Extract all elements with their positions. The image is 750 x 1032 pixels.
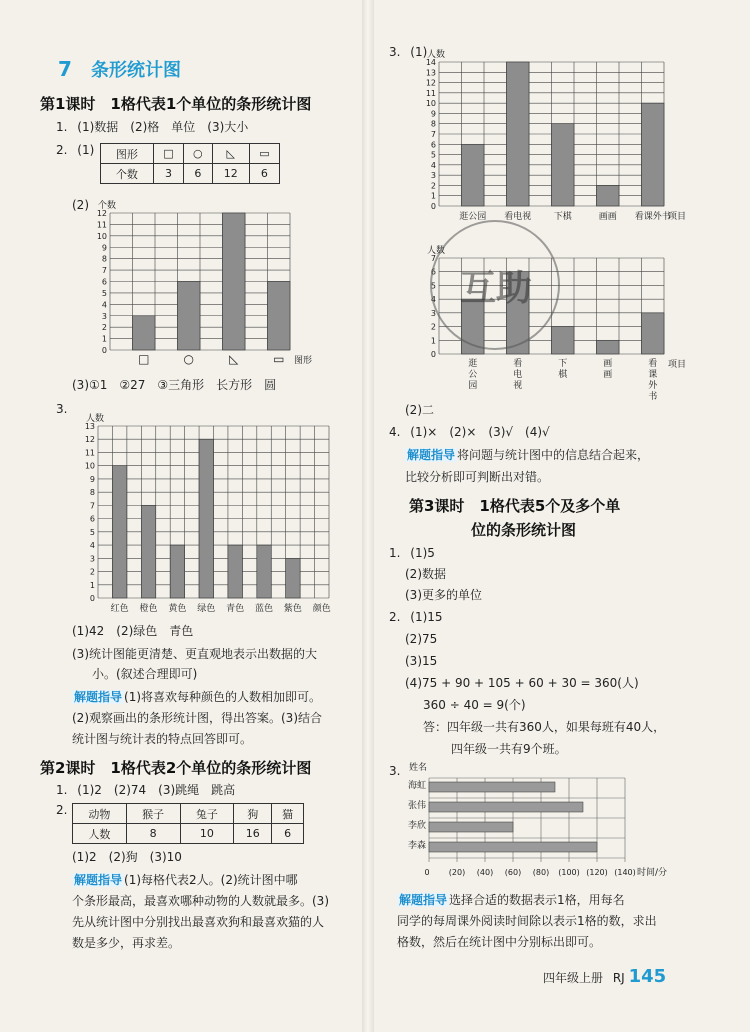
y-tick-label: 11 [96, 220, 107, 230]
y-tick-label: 9 [430, 109, 436, 119]
bar [429, 842, 597, 852]
l3q3-tip-tag: 解题指导 [399, 893, 448, 907]
x-tick-label: (60) [504, 868, 522, 877]
y-tick-label: 8 [101, 254, 107, 264]
y-tick-label: 10 [425, 99, 436, 109]
x-tick-label: 看 [648, 359, 658, 369]
bar [552, 124, 575, 206]
bar [429, 802, 583, 812]
x-tick-label: 看电视 [504, 212, 532, 222]
x-tick-label: (80) [532, 868, 550, 877]
q2-number: 2. [56, 143, 68, 157]
l3q1-number: 1. [389, 546, 401, 560]
q3-tip-tag: 解题指导 [74, 690, 123, 704]
l3q2-d: (4)75 + 90 + 105 + 60 + 30 = 360(人) [405, 676, 639, 690]
y-tick-label: 3 [430, 171, 436, 181]
table-row-label: 个数 [101, 164, 154, 184]
l3q3-number: 3. [389, 764, 401, 778]
l3q3-tip-line2: 同学的每周课外阅读时间除以表示1格的数，求出 [397, 914, 657, 928]
rq3-number: 3. [389, 45, 401, 59]
shape-circle-icon: ○ [184, 144, 213, 164]
left-column [0, 0, 365, 1032]
l3q3-tip [397, 893, 625, 908]
rq4-text: (1)× (2)× (3)√ (4)√ [410, 425, 550, 439]
y-tick-label: 3 [430, 308, 436, 318]
x-tick-label: 画 [603, 370, 613, 380]
table-header: 猴子 [126, 804, 180, 824]
y-tick-label: 5 [430, 150, 436, 160]
bar [228, 545, 242, 598]
l2q1-text: (1)2 (2)74 (3)跳绳 跳高 [77, 783, 236, 797]
x-tick-label: 下 [558, 359, 568, 369]
y-tick-label: 6 [101, 277, 107, 287]
rq4-tip-line2: 比较分析即可判断出对错。 [405, 470, 550, 484]
bar [597, 185, 620, 206]
x-tick-label: ◺ [229, 352, 239, 366]
watermark-text: 互助 [460, 268, 533, 309]
x-tick-label: ○ [183, 352, 194, 366]
bar [429, 782, 555, 792]
lesson3-title-line1: 第3课时 1格代表5个及多个单 [409, 497, 621, 515]
x-tick-label: 画 [603, 359, 613, 369]
l2q2-tip-line2: 个条形最高，最喜欢哪种动物的人数就最多。(3) [72, 894, 329, 908]
x-tick-label: 看课外书 [634, 212, 671, 222]
x-tick-label: 园 [468, 381, 478, 391]
bar [133, 316, 156, 350]
y-tick-label: 13 [84, 422, 95, 431]
page-number: 145 [628, 966, 667, 987]
table-cell: 6 [249, 164, 279, 184]
table-cell: 6 [184, 164, 213, 184]
bar [170, 545, 184, 598]
x-tick-label: 绿色 [197, 604, 216, 614]
y-tick-label: 1 [89, 580, 95, 590]
q1-text: (1)数据 (2)格 单位 (3)大小 [77, 120, 249, 134]
l2q2-tip-tag: 解题指导 [74, 873, 123, 887]
y-tick-label: 12 [96, 209, 107, 218]
q1 [56, 120, 248, 135]
l2q1-number: 1. [56, 783, 68, 797]
y-tick-label: 1 [101, 334, 107, 344]
x-tick-label: (120) [586, 868, 608, 877]
l2q1 [56, 783, 235, 798]
y-tick-label: 2 [430, 181, 436, 191]
l2q2-tip-line1: (1)每格代表2人。(2)统计图中哪 [124, 873, 298, 887]
activity-bar-chart-1 [415, 42, 700, 232]
x-axis-label: 时间/分 [637, 868, 668, 878]
l3q2-f: 答：四年级一共有360人，如果每班有40人， [423, 720, 666, 734]
color-preference-bar-chart [68, 398, 343, 618]
table-cell: 10 [180, 824, 234, 844]
bar [286, 558, 300, 598]
l3q3-tip-line1: 选择合适的数据表示1格，用每名 [449, 893, 625, 907]
right-column [375, 0, 750, 1032]
l3q2 [389, 610, 443, 625]
lesson1-title: 第1课时 1格代表1个单位的条形统计图 [40, 95, 312, 113]
x-tick-label: 蓝色 [255, 604, 274, 614]
l3q2-c: (3)15 [405, 654, 438, 668]
q3-sub3a: (3)统计图能更清楚、更直观地表示出数据的大 [72, 647, 317, 661]
table-cell: 16 [234, 824, 272, 844]
l2q2-answer: (1)2 (2)狗 (3)10 [72, 850, 182, 864]
shape-square-icon: □ [153, 144, 183, 164]
rq4-tip-line1: 将问题与统计图中的信息结合起来， [457, 448, 650, 462]
q3-sub3b: 小。(叙述合理即可) [92, 667, 198, 681]
l2q2-number: 2. [56, 803, 68, 817]
bar [199, 439, 213, 598]
x-tick-label: 课 [648, 370, 658, 380]
x-tick-label: 逛公园 [459, 212, 487, 222]
x-tick-label: 视 [513, 381, 523, 391]
l3q2-g: 四年级一共有9个班。 [451, 742, 567, 756]
y-axis-label: 人数 [86, 414, 105, 424]
shape-triangle-icon: ◺ [212, 144, 249, 164]
rq3-sub2: (2)二 [405, 403, 434, 417]
x-tick-label: 下棋 [553, 212, 572, 222]
l3q3-tip-line3: 格数，然后在统计图中分别标出即可。 [397, 935, 602, 949]
y-tick-label: 8 [430, 119, 436, 129]
lesson2-title: 第2课时 1格代表2个单位的条形统计图 [40, 759, 312, 777]
y-tick-label: 3 [89, 554, 95, 564]
y-tick-label: 5 [430, 281, 436, 291]
l3q2-number: 2. [389, 610, 401, 624]
x-tick-label: 外 [648, 381, 658, 391]
footer-edition: RJ [612, 971, 625, 985]
x-tick-label: 颜色 [312, 604, 331, 614]
q2-header [56, 143, 94, 158]
table-cell: 3 [153, 164, 183, 184]
l2q2-tip-line3: 先从统计图中分别找出最喜欢狗和最喜欢猫的人 [72, 915, 325, 929]
table-cell: 8 [126, 824, 180, 844]
x-tick-label: □ [138, 352, 150, 366]
x-tick-label: 红色 [110, 604, 129, 614]
x-tick-label: 紫色 [283, 604, 302, 614]
x-tick-label: (20) [448, 868, 466, 877]
y-tick-label: 10 [96, 231, 107, 241]
y-tick-label: 14 [425, 58, 436, 67]
q3-number: 3. [56, 402, 68, 416]
y-tick-label: 11 [425, 88, 436, 98]
lesson3-title-line2: 位的条形统计图 [471, 521, 577, 539]
x-tick-label: (40) [476, 868, 494, 877]
y-tick-label: 2 [430, 322, 436, 332]
y-axis-label: 个数 [98, 201, 117, 211]
x-tick-label: 棋 [558, 370, 568, 380]
y-tick-label: 6 [430, 140, 436, 150]
l3q1-c: (3)更多的单位 [405, 588, 482, 602]
l3q2-b: (2)75 [405, 632, 438, 646]
table-header: 猫 [272, 804, 304, 824]
bar [429, 822, 513, 832]
x-tick-label: (140) [614, 868, 636, 877]
q1-number: 1. [56, 120, 68, 134]
y-tick-label: 0 [89, 594, 95, 603]
y-tick-label: 7 [101, 266, 107, 276]
q2-sub1: (1) [77, 143, 95, 157]
q2-answer: (3)①1 ②27 ③三角形 长方形 圆 [72, 378, 277, 392]
rq4-tip [405, 448, 649, 463]
x-tick-label: 0 [424, 868, 430, 877]
bar [642, 103, 665, 206]
x-axis-label: 项目 [668, 212, 687, 222]
bar [642, 313, 665, 354]
bar [223, 213, 246, 350]
bar [141, 505, 155, 598]
x-axis-label: 图形 [294, 356, 313, 366]
x-tick-label: ▭ [273, 352, 285, 366]
x-tick-label: 看 [513, 359, 523, 369]
l2q2-tip-line4: 数是多少，再求差。 [72, 936, 181, 950]
y-tick-label: 0 [430, 350, 436, 359]
y-tick-label: 张伟 [407, 801, 426, 811]
q3-tip-line2: (2)观察画出的条形统计图，得出答案。(3)结合 [72, 711, 322, 725]
x-tick-label: 橙色 [139, 604, 158, 614]
chapter-heading [58, 56, 181, 82]
rq4-tip-tag: 解题指导 [407, 448, 456, 462]
y-tick-label: 李森 [407, 841, 426, 851]
bar [178, 282, 201, 351]
q3-sub1: (1)42 (2)绿色 青色 [72, 624, 194, 638]
y-tick-label: 5 [89, 527, 95, 537]
y-tick-label: 11 [84, 448, 95, 458]
l3q2-a: (1)15 [410, 610, 443, 624]
y-tick-label: 1 [430, 191, 436, 201]
animal-count-table [72, 803, 304, 844]
q2-sub2: (2) [72, 198, 89, 212]
y-tick-label: 9 [89, 474, 95, 484]
l3q2-e: 360 ÷ 40 = 9(个) [423, 698, 526, 712]
bar [257, 545, 271, 598]
l3q1 [389, 546, 435, 561]
q3-tip [72, 690, 321, 705]
x-tick-label: 青色 [226, 604, 245, 614]
x-tick-label: 电 [513, 370, 523, 380]
shape-count-bar-chart [86, 195, 326, 370]
y-axis-label: 人数 [427, 246, 446, 256]
y-tick-label: 0 [430, 202, 436, 211]
x-tick-label: 黄色 [168, 604, 187, 614]
y-axis-label: 人数 [427, 50, 446, 60]
y-tick-label: 5 [101, 288, 107, 298]
y-tick-label: 6 [89, 514, 95, 524]
footer-grade: 四年级上册 [543, 971, 604, 985]
y-tick-label: 8 [89, 488, 95, 498]
bar [552, 327, 575, 354]
bar [462, 144, 485, 206]
chapter-title: 条形统计图 [91, 60, 182, 81]
table-header: 兔子 [180, 804, 234, 824]
watermark-stamp [430, 220, 560, 350]
shape-rectangle-icon: ▭ [249, 144, 279, 164]
y-tick-label: 李欣 [407, 821, 426, 831]
x-tick-label: 书 [648, 392, 658, 402]
bar [112, 466, 126, 598]
y-tick-label: 3 [101, 311, 107, 321]
x-tick-label: 逛 [468, 359, 478, 369]
shape-count-table [100, 143, 280, 184]
reading-time-bar-chart [395, 758, 668, 888]
table-cell: 人数 [73, 824, 127, 844]
q3-tip-line1: (1)将喜欢每种颜色的人数相加即可。 [124, 690, 322, 704]
y-tick-label: 9 [101, 243, 107, 253]
l2q2-tip [72, 873, 298, 888]
x-tick-label: 公 [468, 370, 478, 380]
bar [597, 340, 620, 354]
rq4 [389, 425, 550, 440]
y-tick-label: 7 [89, 501, 95, 511]
table-header-shape: 图形 [101, 144, 154, 164]
l3q1-b: (2)数据 [405, 567, 446, 581]
table-cell: 6 [272, 824, 304, 844]
rq3-sub1: (1) [410, 45, 428, 59]
y-tick-label: 4 [430, 295, 436, 305]
y-axis-label: 姓名 [409, 763, 428, 773]
x-tick-label: 画画 [598, 212, 617, 222]
q3-tip-line3: 统计图与统计表的特点回答即可。 [72, 732, 253, 746]
y-tick-label: 1 [430, 336, 436, 346]
y-tick-label: 4 [89, 541, 95, 551]
chapter-number: 7 [58, 57, 72, 81]
y-tick-label: 4 [101, 300, 107, 310]
y-tick-label: 12 [84, 435, 95, 445]
x-axis-label: 项目 [668, 360, 687, 370]
y-tick-label: 12 [425, 78, 436, 88]
x-tick-label: (100) [558, 868, 580, 877]
y-tick-label: 0 [101, 346, 107, 355]
page-footer [543, 966, 666, 987]
bar [268, 282, 291, 351]
l3q1-a: (1)5 [410, 546, 435, 560]
table-header: 动物 [73, 804, 127, 824]
y-tick-label: 10 [84, 461, 95, 471]
y-tick-label: 海虹 [407, 781, 426, 791]
y-tick-label: 2 [101, 323, 107, 333]
bar [507, 62, 530, 206]
table-cell: 12 [212, 164, 249, 184]
y-tick-label: 7 [430, 130, 436, 139]
table-header: 狗 [234, 804, 272, 824]
rq4-number: 4. [389, 425, 401, 439]
y-tick-label: 6 [430, 267, 436, 277]
y-tick-label: 2 [89, 567, 95, 577]
y-tick-label: 4 [430, 160, 436, 170]
y-tick-label: 7 [430, 254, 436, 263]
y-tick-label: 13 [425, 68, 436, 78]
